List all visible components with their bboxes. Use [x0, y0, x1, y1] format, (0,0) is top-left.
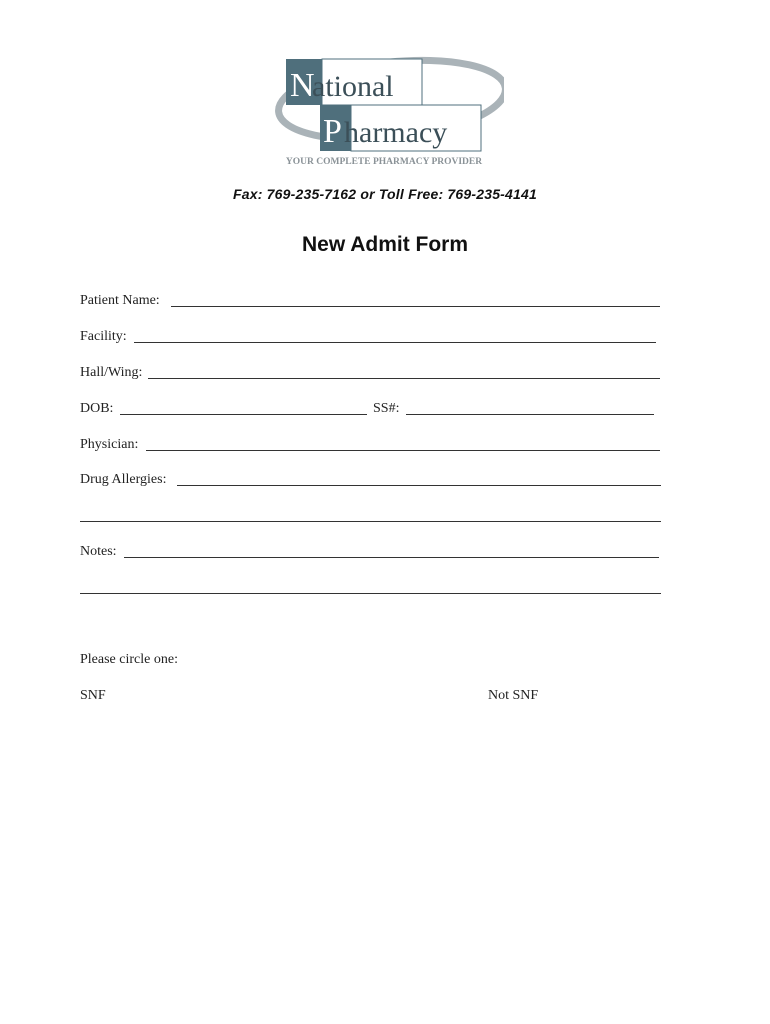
logo-p-letter: P [323, 113, 342, 150]
dob-field[interactable] [120, 414, 367, 415]
logo-harmacy-text: harmacy [344, 116, 448, 149]
patient-name-field[interactable] [171, 306, 660, 307]
hall-wing-label: Hall/Wing: [80, 365, 143, 380]
form-title: New Admit Form [301, 233, 469, 256]
notes-field-continued[interactable] [80, 593, 661, 594]
notes-field[interactable] [124, 557, 659, 558]
ss-field[interactable] [406, 414, 654, 415]
facility-label: Facility: [80, 329, 127, 344]
physician-label: Physician: [80, 437, 139, 452]
circle-one-prompt: Please circle one: [80, 652, 178, 667]
physician-field[interactable] [146, 450, 660, 451]
drug-allergies-field[interactable] [177, 485, 661, 486]
fax-line: Fax: 769-235-7162 or Toll Free: 769-235-4141 [232, 186, 537, 202]
facility-field[interactable] [134, 342, 656, 343]
national-pharmacy-logo [264, 50, 504, 172]
not-snf-option[interactable]: Not SNF [488, 688, 539, 703]
drug-allergies-field-continued[interactable] [80, 521, 661, 522]
notes-label: Notes: [80, 544, 117, 559]
dob-label: DOB: [80, 401, 114, 416]
hall-wing-field[interactable] [148, 378, 660, 379]
ss-label: SS#: [373, 401, 400, 416]
patient-name-label: Patient Name: [80, 293, 160, 308]
snf-option[interactable]: SNF [80, 688, 106, 703]
drug-allergies-label: Drug Allergies: [80, 472, 167, 487]
logo-n-letter: N [290, 67, 315, 104]
logo-ational-text: ational [312, 70, 394, 103]
logo-graphic [264, 50, 504, 172]
logo-tagline: YOUR COMPLETE PHARMACY PROVIDER [285, 157, 483, 167]
